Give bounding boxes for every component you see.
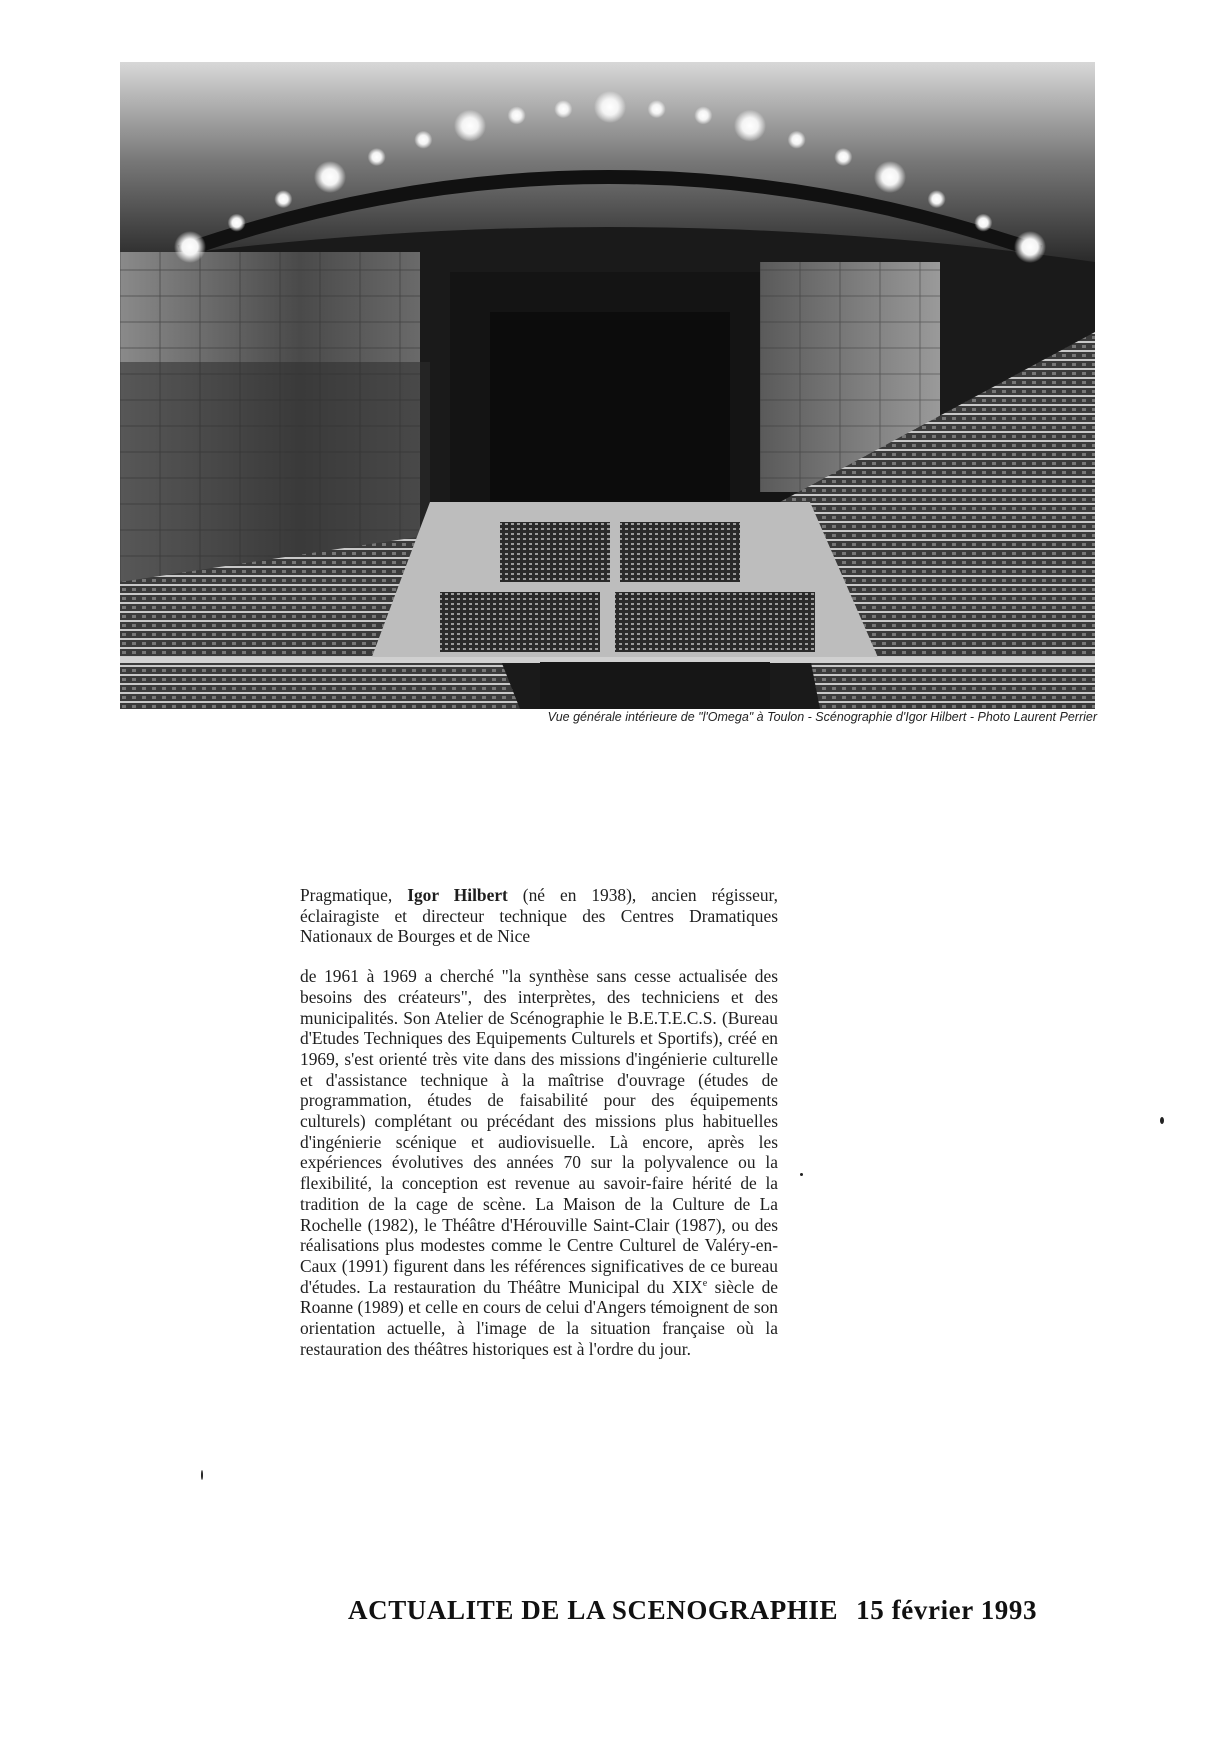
ceiling-lamp bbox=[834, 148, 852, 166]
ceiling-lamp bbox=[554, 100, 572, 118]
ceiling-lamp bbox=[508, 106, 526, 124]
ceiling-lamp bbox=[928, 190, 946, 208]
article-body bbox=[300, 885, 778, 1359]
publication-title: ACTUALITE DE LA SCENOGRAPHIE bbox=[348, 1595, 839, 1625]
ceiling-lamp bbox=[594, 91, 626, 123]
ceiling-lamp bbox=[694, 106, 712, 124]
scan-speck bbox=[201, 1470, 203, 1480]
ceiling-lamp bbox=[414, 131, 432, 149]
publication-footer bbox=[348, 1595, 1037, 1626]
ceiling-lamp bbox=[974, 214, 992, 232]
article-text: siècle de Roanne (1989) et celle en cours de celui d'Angers témoignent de son orientation actuelle, à l'image de la situation française où la restauration des théâtres historiques est à l'ordre du jour. bbox=[300, 1276, 778, 1359]
article-text: de 1961 à 1969 a cherché "la synthèse sans cesse actualisée des besoins des créateurs", des interprètes, des techniciens et des municipalités. Son Atelier de Scénographie le B.E.T.E.C.S. (Bureau d'Etudes Techniques des Equipements Culturels et Sportifs), créé en 1969, s'est orienté très vite dans des missions d'ingénierie culturelle et d'assistance technique à la maîtrise d'ouvrage (études de programmation, études de faisabilité pour des équipements culturels) complétant ou précédant des missions plus habituelles d'ingénierie scénique et audiovisuelle. Là encore, après les expériences évolutives des années 70 sur la polyvalence ou la flexibilité, la conception est revenue au savoir-faire hérité de la tradition de la cage de scène. La Maison de la Culture de La Rochelle (1982), le Théâtre d'Hérouville Saint-Clair (1987), ou des réalisations plus modestes comme le Centre Culturel de Valéry-en-Caux (1991) figurent dans les références significatives de ce bureau d'études. La restauration du Théâtre Municipal du XIX bbox=[300, 966, 778, 1297]
ceiling-lamp bbox=[788, 131, 806, 149]
article-text: (né en 1938), ancien régisseur, éclairagiste et directeur technique des Centres Dramatiques Nationaux de Bourges et de Nice bbox=[300, 885, 778, 947]
ceiling-lamp bbox=[314, 161, 346, 193]
publication-date: 15 février 1993 bbox=[856, 1595, 1038, 1625]
ceiling-lamp bbox=[454, 110, 486, 142]
auditorium-photo bbox=[120, 62, 1095, 709]
ceiling-lamp bbox=[874, 161, 906, 193]
article-paragraph bbox=[300, 966, 778, 1359]
ceiling-lamp bbox=[734, 110, 766, 142]
ceiling-lamp bbox=[648, 100, 666, 118]
ceiling-lamp bbox=[1014, 231, 1046, 263]
ceiling-lamp bbox=[368, 148, 386, 166]
person-name: Igor Hilbert bbox=[407, 885, 508, 905]
article-text: Pragmatique, bbox=[300, 885, 408, 905]
photo-caption: Vue générale intérieure de "l'Omega" à Toulon - Scénographie d'Igor Hilbert - Photo Laurent Perrier bbox=[547, 710, 1097, 724]
ceiling-lamp bbox=[174, 231, 206, 263]
ceiling-lamp bbox=[274, 190, 292, 208]
ceiling-lamp bbox=[228, 214, 246, 232]
scan-speck bbox=[1160, 1117, 1164, 1124]
century-superscript: e bbox=[702, 1277, 708, 1289]
article-paragraph bbox=[300, 885, 778, 947]
scan-speck bbox=[800, 1173, 803, 1176]
